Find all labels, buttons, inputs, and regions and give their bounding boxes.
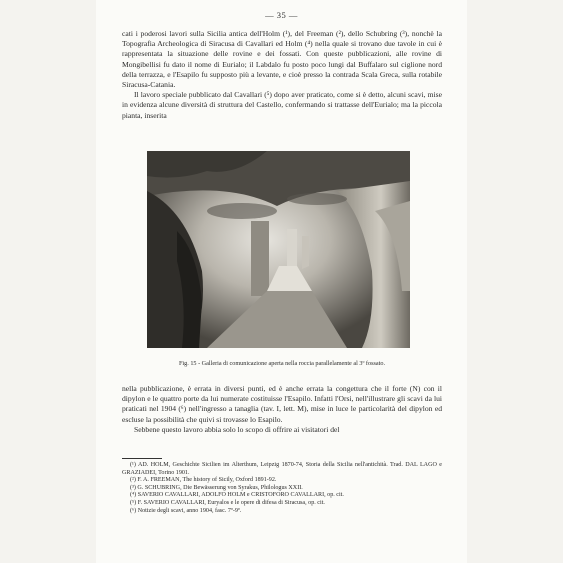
footnote: (³) G. SCHUBRING, Die Bewässerung von Syrakus, Philologus XXII.: [130, 484, 303, 491]
tunnel-photograph: [147, 151, 410, 348]
body-text-bottom: [122, 384, 442, 435]
footnote: (²) F. A. FREEMAN, The history of Sicily, Oxford 1891-92.: [130, 477, 277, 484]
footnotes: [122, 462, 442, 515]
footnote: (¹) AD. HOLM, Geschichte Sicilien im Alterthum, Leipzig 1870-74, Storia della Sicilia nell'antichità. Trad. DAL LAGO e GRAZIADEI, Torino 1901.: [122, 462, 442, 476]
paragraph: cati i poderosi lavori sulla Sicilia antica dell'Holm (¹), del Freeman (²), dello Schubring (³), nonchè la Topografia Archeologica di Siracusa di Cavallari ed Holm (⁴) nella quale si trovano due tavole in cui è rappresentata la situazione delle rovine e dei fossati. Con queste pubblicazioni, alle rovine di Mongibellisi fu dato il nome di Eurialo; il Labdalo fu posto poco lungi dal Buffalaro sul ciglione nord della terrazza, e l'Esapilo fu supposto più a levante, e cioè presso la contrada Scala Greca, sulla rotabile Siracusa-Catania.: [122, 29, 442, 90]
footnote: (⁵) F. SAVERIO CAVALLARI, Euryalos e le opere di difesa di Siracusa, op. cit.: [130, 499, 325, 506]
figure-caption: Fig. 15 - Galleria di comunicazione aperta nella roccia parallelamente al 3º fossato.: [178, 360, 386, 367]
paragraph: Sebbene questo lavoro abbia solo lo scopo di offrire ai visitatori del: [134, 424, 340, 434]
footnote: (⁶) Notizie degli scavi, anno 1904, fasc. 7º-9º.: [130, 507, 242, 514]
body-text-top: [122, 29, 442, 121]
tunnel-photo-image: [147, 151, 410, 348]
paragraph: Il lavoro speciale pubblicato dal Cavallari (⁵) dopo aver praticato, come si è detto, alcuni scavi, mise in evidenza alcune diversità di struttura del Castello, confermando si trattasse dell'Eurialo; ma la piccola pianta, inserita: [122, 90, 442, 120]
paragraph: nella pubblicazione, è errata in diversi punti, ed è anche errata la congettura che il forte (N) con il dipylon e le quattro porte da lui numerate costituisse l'Esapilo. Infatti l'Orsi, nell'illustrare gli scavi da lui praticati nel 1904 (⁶) nell'ingresso a tanaglia (tav. I, lett. M), mise in luce le particolarità del dipylon ed escluse la possibilità che quivi si trovasse lo Esapilo.: [122, 384, 442, 424]
footnote-separator: [122, 458, 162, 459]
footnote: (⁴) SAVERIO CAVALLARI, ADOLFO HOLM e CRISTOFORO CAVALLARI, op. cit.: [130, 492, 344, 499]
book-page: [96, 0, 467, 563]
page-number: — 35 —: [265, 10, 298, 20]
